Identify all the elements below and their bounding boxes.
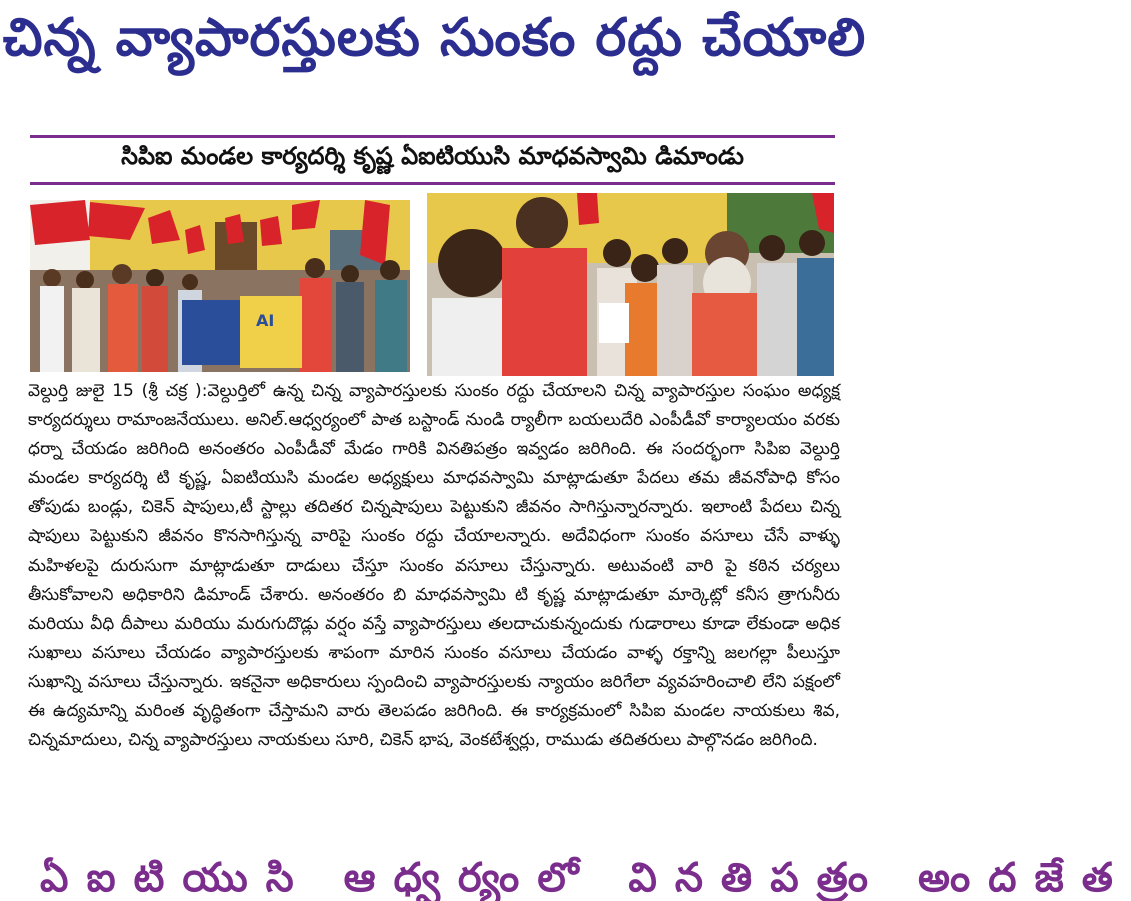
article-subheadline: సిపిఐ మండల కార్యదర్శి కృష్ణ ఏఐటియుసి మాధవస్వామి డిమాండు bbox=[121, 142, 744, 170]
next-article-headline-fragment bbox=[40, 855, 1131, 901]
bottom-divider bbox=[30, 182, 835, 185]
protest-rally-photo bbox=[30, 200, 410, 372]
article-body-paragraph: వెల్దుర్తి జులై 15 (శ్రీ చక్ర ):వెల్దుర్తిలో ఉన్న చిన్న వ్యాపారస్తులకు సుంకం రద్దు చేయాలని చిన్న వ్యాపారస్తుల సంఘం అధ్యక్ష కార్యదర్శులు రామాంజనేయులు. అనిల్.ఆధ్వర్యంలో పాత బస్టాండ్ నుండి ర్యాలీగా బయలుదేరి ఎంపీడీవో కార్యాలయం వరకు ధర్నా చేయడం జరిగింది అనంతరం ఎంపీడీవో మేడం గారికి వినతిపత్రం ఇవ్వడం జరిగింది. ఈ సందర్భంగా సిపిఐ వెల్దుర్తి మండల కార్యదర్శి టి కృష్ణ, ఏఐటియుసి మండల అధ్యక్షులు మాధవస్వామి మాట్లాడుతూ పేదలు తమ జీవనోపాధి కోసం తోపుడు బండ్లు, చికెన్ షాపులు,టీ స్టాల్లు తదితర చిన్నషాపులు పెట్టుకుని జీవనం సాగిస్తున్నారన్నారు. ఇలాంటి పేదలు చిన్న షాపులు పెట్టుకుని జీవనం కొనసాగిస్తున్న వారిపై సుంకం రద్దు చేయాలన్నారు. అదేవిధంగా సుంకం వసూలు చేసే వాళ్ళు మహిళలపై దురుసుగా మాట్లాడుతూ దాడులు చేస్తూ సుంకం వసూలు చేస్తున్నారు. అటువంటి వారి పై కఠిన చర్యలు తీసుకోవాలని అధికారిని డిమాండ్ చేశారు. అనంతరం బి మాధవస్వామి టి కృష్ణ మాట్లాడుతూ మార్కెట్లో కనీస త్రాగునీరు మరియు వీధి దీపాలు మరియు మరుగుదొడ్లు వర్షం వస్తే వ్యాపారస్తులు తలదాచుకున్నందుకు గుడారాలు కూడా లేకుండా అధిక సుఖాలు వసూలు చేయడం వ్యాపారస్తులకు శాపంగా మారిన సుంకం వసూలు చేయడం వాళ్ళ రక్తాన్ని జలగల్లా పీలుస్తూ సుఖాన్ని వసూలు చేస్తున్నారు. ఇకనైనా అధికారులు స్పందించి వ్యాపారస్తులకు న్యాయం జరిగేలా వ్యవహరించాలి లేని పక్షంలో ఈ ఉద్యమాన్ని మరింత వృద్ధితంగా చేస్తామని వారు తెలపడం జరిగింది. ఈ కార్యక్రమంలో సిపిఐ మండల నాయకులు శివ, చిన్నమాదులు, చిన్న వ్యాపారస్తులు నాయకులు సూరి, చికెన్ భాష, వెంకటేశ్వర్లు, రాముడు తదితరులు పాల్గొనడం జరిగింది. bbox=[28, 381, 840, 751]
article-body bbox=[28, 377, 840, 755]
protest-rally-illustration bbox=[30, 200, 410, 372]
next-headline-text: ఏఐటియుసి ఆధ్వర్యంలో వినతిపత్రం అందజేత bbox=[40, 855, 1131, 901]
memorandum-handover-illustration bbox=[427, 193, 834, 376]
memorandum-handover-photo bbox=[427, 193, 834, 376]
top-divider bbox=[30, 135, 835, 138]
article-headline: చిన్న వ్యాపారస్తులకు సుంకం రద్దు చేయాలి bbox=[2, 8, 867, 68]
banner-text: AI bbox=[256, 311, 275, 330]
